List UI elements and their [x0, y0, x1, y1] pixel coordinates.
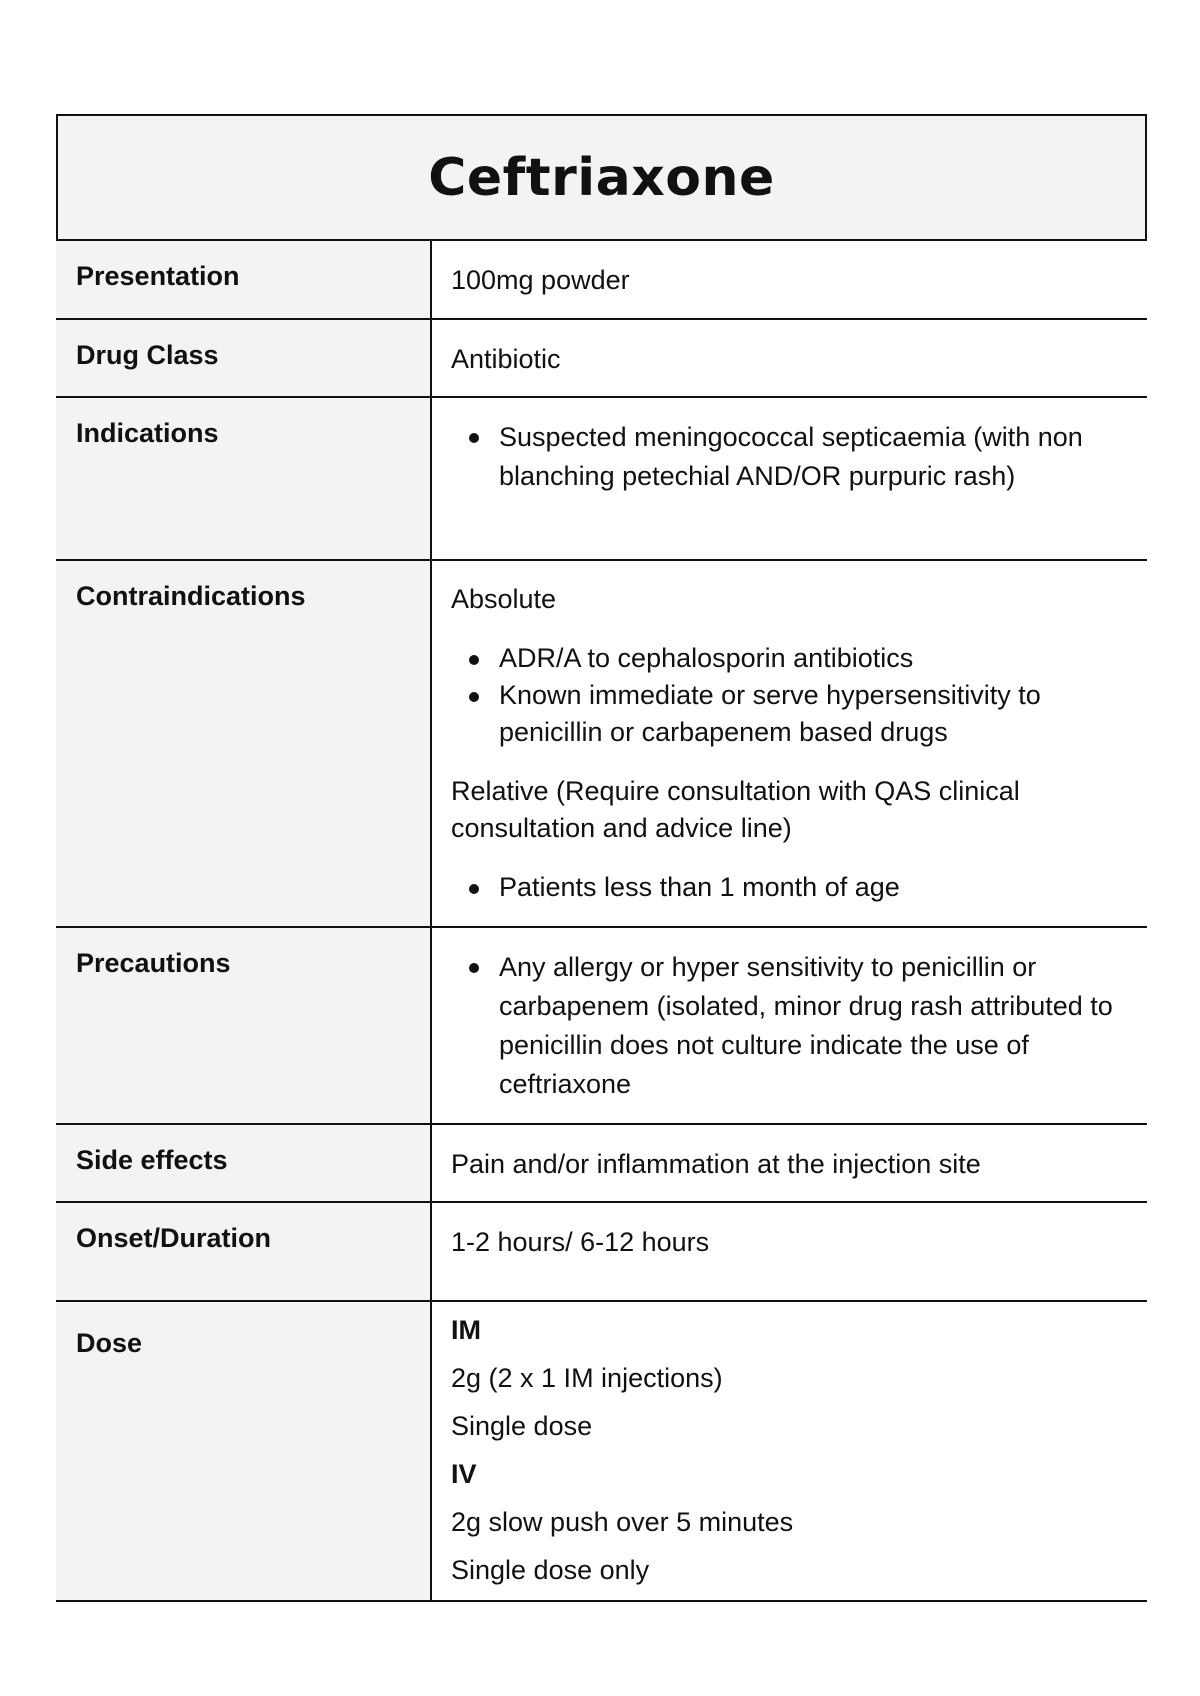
dose-iv-line: Single dose only [451, 1555, 650, 1585]
row-label: Drug Class [56, 320, 432, 396]
row-onset-duration [56, 1203, 1147, 1302]
absolute-list [451, 640, 1127, 751]
dose-im-line: 2g (2 x 1 IM injections) [451, 1363, 723, 1393]
row-precautions [56, 928, 1147, 1125]
row-side-effects [56, 1125, 1147, 1203]
absolute-heading: Absolute [451, 584, 557, 614]
side-effects-value: Pain and/or inflammation at the injection site [451, 1149, 981, 1179]
relative-list [451, 869, 1127, 906]
drug-title: Ceftriaxone [428, 147, 775, 208]
row-value [432, 241, 1147, 318]
row-value [432, 398, 1147, 559]
row-label: Indications [56, 398, 432, 559]
row-dose [56, 1302, 1147, 1602]
indications-list [451, 418, 1111, 496]
row-indications [56, 398, 1147, 561]
row-value [432, 1203, 1147, 1300]
row-label: Presentation [56, 241, 432, 318]
row-label: Precautions [56, 928, 432, 1123]
row-label: Dose [56, 1302, 432, 1600]
row-presentation [56, 241, 1147, 320]
list-item: ADR/A to cephalosporin antibiotics [499, 640, 1127, 677]
title-box [56, 114, 1147, 241]
row-value [432, 561, 1147, 926]
precautions-list [451, 948, 1127, 1104]
row-label: Side effects [56, 1125, 432, 1201]
dose-im-line: Single dose [451, 1411, 593, 1441]
drug-card [56, 114, 1147, 1602]
list-item: Known immediate or serve hypersensitivity to penicillin or carbapenem based drugs [499, 677, 1127, 751]
drug-class-value: Antibiotic [451, 344, 561, 374]
row-drug-class [56, 320, 1147, 398]
list-item: Any allergy or hyper sensitivity to penicillin or carbapenem (isolated, minor drug rash attributed to penicillin does not culture indicate the use of ceftriaxone [499, 948, 1127, 1104]
row-value [432, 320, 1147, 396]
row-contraindications [56, 561, 1147, 928]
dose-iv-line: 2g slow push over 5 minutes [451, 1507, 794, 1537]
list-item: Suspected meningococcal septicaemia (with non blanching petechial AND/OR purpuric rash) [499, 418, 1111, 496]
dose-im-heading: IM [451, 1315, 481, 1345]
row-value [432, 1302, 1147, 1600]
row-value [432, 1125, 1147, 1201]
dose-iv-heading: IV [451, 1459, 477, 1489]
row-label: Onset/Duration [56, 1203, 432, 1300]
relative-heading: Relative (Require consultation with QAS clinical consultation and advice line) [451, 776, 1020, 843]
list-item: Patients less than 1 month of age [499, 869, 1127, 906]
onset-duration-value: 1-2 hours/ 6-12 hours [451, 1227, 710, 1257]
row-value [432, 928, 1147, 1123]
presentation-value: 100mg powder [451, 265, 630, 295]
row-label: Contraindications [56, 561, 432, 926]
